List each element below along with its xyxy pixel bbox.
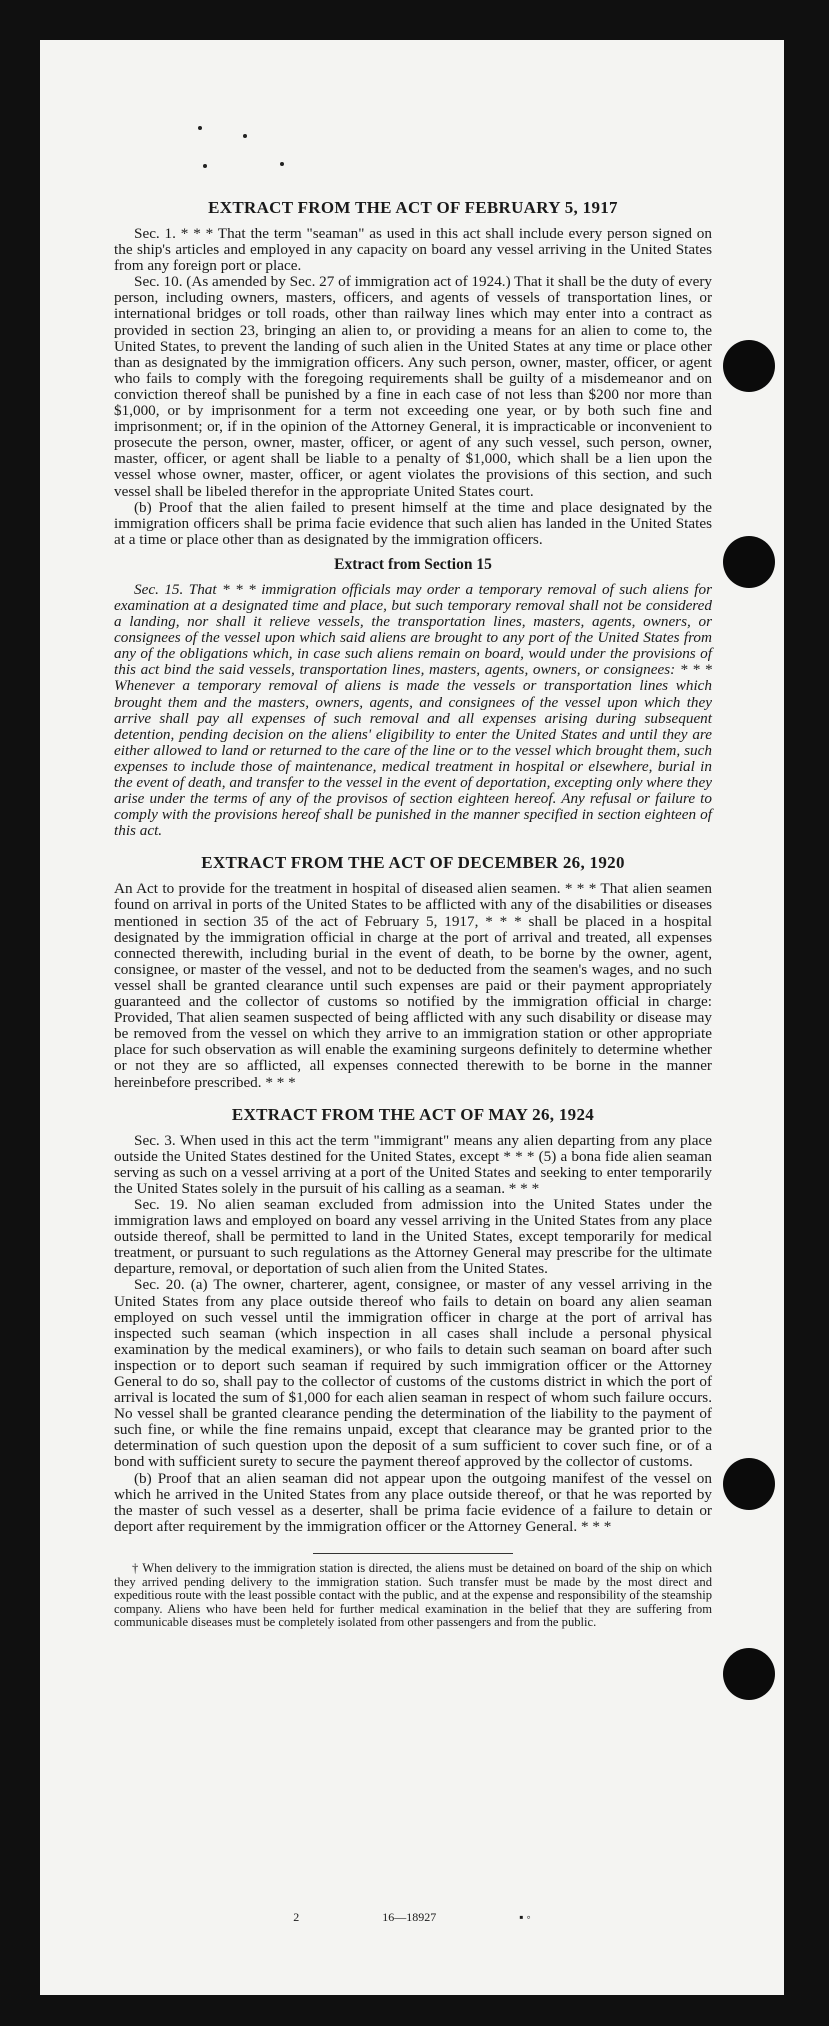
sec-10b-paragraph: (b) Proof that the alien failed to present himself at the time and place designated by the immigration officers shall be prima facie evidence that such alien has landed in the United States at a time or place other than as designated by the immigration officers. xyxy=(114,498,712,548)
print-line xyxy=(40,1910,784,1925)
sec-20b-paragraph: (b) Proof that an alien seaman did not appear upon the outgoing manifest of the vessel on which he arrived in the United States from any place outside thereof, or that he was reported by the master of such vessel as a deserter, shall be prima facie evidence of a failure to detain or deport after requirement by the immigration officer or the Attorney General. * * * xyxy=(114,1469,712,1535)
print-mark-right: ▪ ◦ xyxy=(519,1910,531,1924)
heading-act-1920: EXTRACT FROM THE ACT OF DECEMBER 26, 1920 xyxy=(201,853,625,873)
sec-3-paragraph: Sec. 3. When used in this act the term "immigrant" means any alien departing from any place outside the United States destined for the United States, except * * * (5) a bona fide alien seaman serving as such on a vessel arriving at a port of the United States and seeking to enter temporarily the United States solely in the pursuit of his calling as a seaman. * * * xyxy=(114,1131,712,1197)
heading-section-15: Extract from Section 15 xyxy=(334,555,492,573)
sec-1-paragraph: Sec. 1. * * * That the term "seaman" as used in this act shall include every person signed on the ship's articles and employed in any capacity on board any vessel arriving in the United States from any foreign port or place. xyxy=(114,225,712,275)
sec-15-paragraph: Sec. 15. That * * * immigration officials may order a temporary removal of such aliens for examination at a designated time and place, but such temporary removal shall not be considered a landing, nor shall it relieve vessels, the transportation lines, masters, agents, owners, or consignees of the vessel upon which said aliens are brought to any port of the United States from any of the obligations which, in case such aliens remain on board, would under the provisions of this act bind the said vessels, transportation lines, masters, agents, owners, or consignees: * * * Whenever a temporary removal of aliens is made the vessels or transportation lines which brought them and the masters, owners, agents, and consignees of the vessel upon which they arrive shall pay all expenses of such removal and all expenses arising during subsequent detention, pending decision on the aliens' eligibility to enter the United States and until they are either allowed to land or returned to the care of the line or to the vessel which brought them, such expenses to include those of maintenance, medical treatment in hospital or elsewhere, burial in the event of death, and transfer to the vessel in the event of deportation, excepting only where they arise under the terms of any of the provisos of section eighteen hereof. Any refusal or failure to comply with the provisions hereof shall be punished in the manner specified in section eighteen of this act. xyxy=(114,580,712,840)
footnote-divider xyxy=(313,1553,513,1554)
punch-hole xyxy=(723,340,775,392)
scan-specks xyxy=(198,126,298,186)
sec-10-paragraph: Sec. 10. (As amended by Sec. 27 of immigration act of 1924.) That it shall be the duty of every person, including owners, masters, officers, and agents of vessels of transportation lines, or international bridges or toll roads, other than railway lines which may enter into a contract as provided in section 23, bringing an alien to, or providing a means for an alien to come to, the United States, to prevent the landing of such alien in the United States at any time or place other than as designated by the immigration officers. Any such person, owner, master, officer, or agent who fails to comply with the foregoing requirements shall be guilty of a misdemeanor and on conviction thereof shall be punished by a fine in each case of not less than $200 nor more than $1,000, or by imprisonment for a term not exceeding one year, or by both such fine and imprisonment; or, if in the opinion of the Attorney General, it is impracticable or inconvenient to prosecute the person, owner, master, officer, or agent of any such vessel, such person, owner, master, officer, or agent shall be liable to a penalty of $1,000, which shall be a lien upon the vessel whose owner, master, officer, or agent violates the provisions of this section, and such vessel shall be libeled therefor in the appropriate United States court. xyxy=(114,273,712,500)
punch-hole xyxy=(723,1648,775,1700)
punch-hole xyxy=(723,536,775,588)
act-1920-paragraph: An Act to provide for the treatment in hospital of diseased alien seamen. * * * That alien seamen found on arrival in ports of the United States to be afflicted with any of the disabilities or diseases mentioned in section 35 of the act of February 5, 1917, * * * shall be placed in a hospital designated by the immigration official in charge at the port of arrival and treated, all expenses connected therewith, including burial in the event of death, to be borne by the owner, agent, consignee, or master of the vessel, and not to be deducted from the seamen's wages, and no such vessel shall be granted clearance until such expenses are paid or their payment appropriately guaranteed and the collector of customs so notified by the immigration official in charge: Provided, That alien seamen suspected of being afflicted with any such disability or disease may be removed from the vessel on which they arrive to an immigration station or other appropriate place for such observation as will enable the examining surgeons definitely to determine whether or not they are so afflicted, all expenses connected therewith to be borne in the manner hereinbefore prescribed. * * * xyxy=(114,880,712,1091)
punch-hole xyxy=(723,1458,775,1510)
heading-act-1924: EXTRACT FROM THE ACT OF MAY 26, 1924 xyxy=(231,1104,595,1124)
heading-act-1917: EXTRACT FROM THE ACT OF FEBRUARY 5, 1917 xyxy=(208,198,618,217)
sec-20a-paragraph: Sec. 20. (a) The owner, charterer, agent, consignee, or master of any vessel arriving in the United States from any place outside thereof who fails to detain on board any alien seaman employed on such vessel until the immigration officer in charge at the port of arrival has inspected such seaman (which inspection in all cases shall include a personal physical examination by the medical examiners), or who fails to detain such seaman on board after such inspection or to deport such seaman if required by such immigration officer or the Attorney General to do so, shall pay to the collector of customs of the customs district in which the port of arrival is located the sum of $1,000 for each alien seaman in respect of whom such failure occurs. No vessel shall be granted clearance pending the determination of the liability to the payment of such fine, or while the fine remains unpaid, except that clearance may be granted prior to the determination of such question upon the deposit of a sum sufficient to cover such fine, or of a bond with sufficient surety to secure the payment thereof approved by the collector of customs. xyxy=(114,1276,712,1471)
print-number: 16—18927 xyxy=(382,1910,437,1924)
document-body xyxy=(114,198,712,1630)
document-page xyxy=(40,40,784,1995)
footnote: † When delivery to the immigration station is directed, the aliens must be detained on board of the ship on which they arrived pending delivery to the immigration station. Such transfer must be made by the most direct and expeditious route with the least possible contact with the public, and at the expense and responsibility of the steamship company. Aliens who have been held for further medical examination in the belief that they are suffering from communicable diseases must be completely isolated from other passengers and from the public. xyxy=(114,1560,712,1630)
sec-19-paragraph: Sec. 19. No alien seaman excluded from admission into the United States under the immigration laws and employed on board any vessel arriving in the United States from any place outside thereof, shall be permitted to land in the United States, except temporarily for medical treatment, or pursuant to such regulations as the Attorney General may prescribe for the ultimate departure, removal, or deportation of such alien from the United States. xyxy=(114,1195,712,1278)
print-mark-left: 2 xyxy=(293,1910,300,1924)
